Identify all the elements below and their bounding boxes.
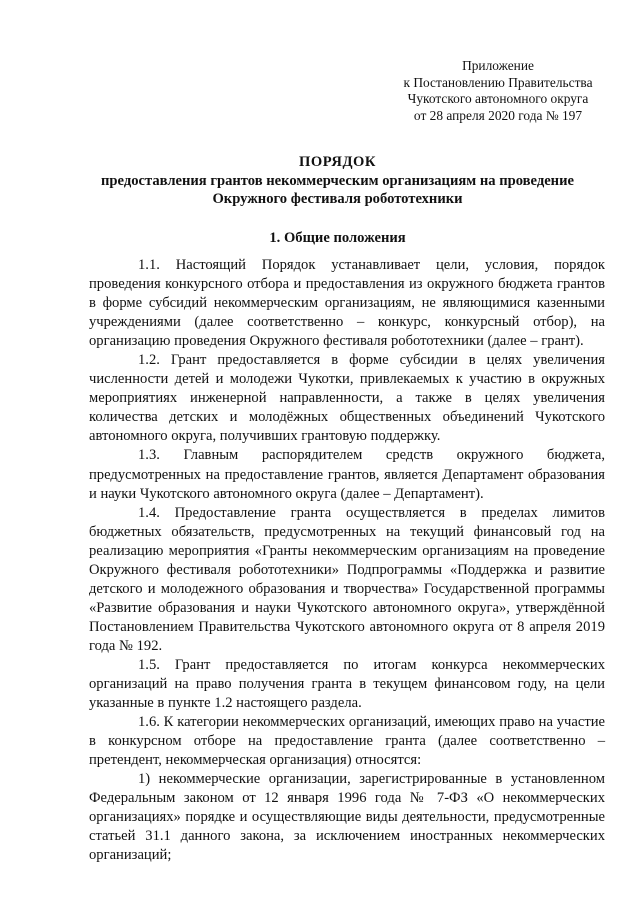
paragraph: 1.5. Грант предоставляется по итогам конкурса некоммерческих организаций на право получения гранта в текущем финансовом году, на цели указанные в пункте 1.2 настоящего раздела. <box>89 656 605 712</box>
paragraph: 1.4. Предоставление гранта осуществляется в пределах лимитов бюджетных обязательств, предусмотренных на текущий финансовый год на реализацию мероприятия «Гранты некоммерческим организациям на проведение Окружного фестиваля робототехники» Подпрограммы «Поддержка и развитие детского и молодежного образования и творчества» Государственной программы «Развитие образования и науки Чукотского автономного округа», утверждённой Постановлением Правительства Чукотского автономного округа от 8 апреля 2019 года № 192. <box>89 504 605 654</box>
document-subtitle: Окружного фестиваля робототехники <box>212 191 463 207</box>
document-subtitle: предоставления грантов некоммерческим организациям на проведение <box>101 173 574 189</box>
section-heading: 1. Общие положения <box>269 230 406 246</box>
paragraph: 1) некоммерческие организации, зарегистрированные в установленном Федеральным законом от 12 января 1996 года № 7-ФЗ «О некоммерческих организациях» порядке и осуществляющие виды деятельности, предусмотренные статьей 31.1 данного закона, за исключением иностранных некоммерческих организаций; <box>89 771 605 864</box>
appendix-line: от 28 апреля 2020 года № 197 <box>413 107 583 123</box>
document-title: ПОРЯДОК <box>299 154 376 170</box>
appendix-line: Чукотского автономного округа <box>407 91 589 106</box>
paragraph: 1.1. Настоящий Порядок устанавливает цели, условия, порядок проведения конкурсного отбора и предоставления из окружного бюджета грантов в форме субсидий некоммерческим организациям, не являющимися казенными учреждениями (далее соответственно – конкурс, конкурсный отбор), на организацию проведения Окружного фестиваля робототехники (далее – грант). <box>89 257 605 350</box>
paragraph: 1.6. К категории некоммерческих организаций, имеющих право на участие в конкурсном отборе на предоставление гранта (далее соответственно – претендент, некоммерческая организация) относятся: <box>89 714 605 769</box>
paragraph: 1.3. Главным распорядителем средств окружного бюджета, предусмотренных на предоставление грантов, является Департамент образования и науки Чукотского автономного округа (далее – Департамент). <box>89 447 605 502</box>
appendix-note <box>392 58 604 124</box>
appendix-line: к Постановлению Правительства <box>403 74 593 90</box>
appendix-line: Приложение <box>462 58 534 73</box>
document-body <box>89 256 605 866</box>
paragraph: 1.2. Грант предоставляется в форме субсидии в целях увеличения численности детей и молодежи Чукотки, привлекаемых к участию в окружных мероприятиях инженерной направленности, а также в целях увеличения количества детских и молодёжных общественных объединений Чукотского автономного округа, получивших грантовую поддержку. <box>89 352 605 445</box>
